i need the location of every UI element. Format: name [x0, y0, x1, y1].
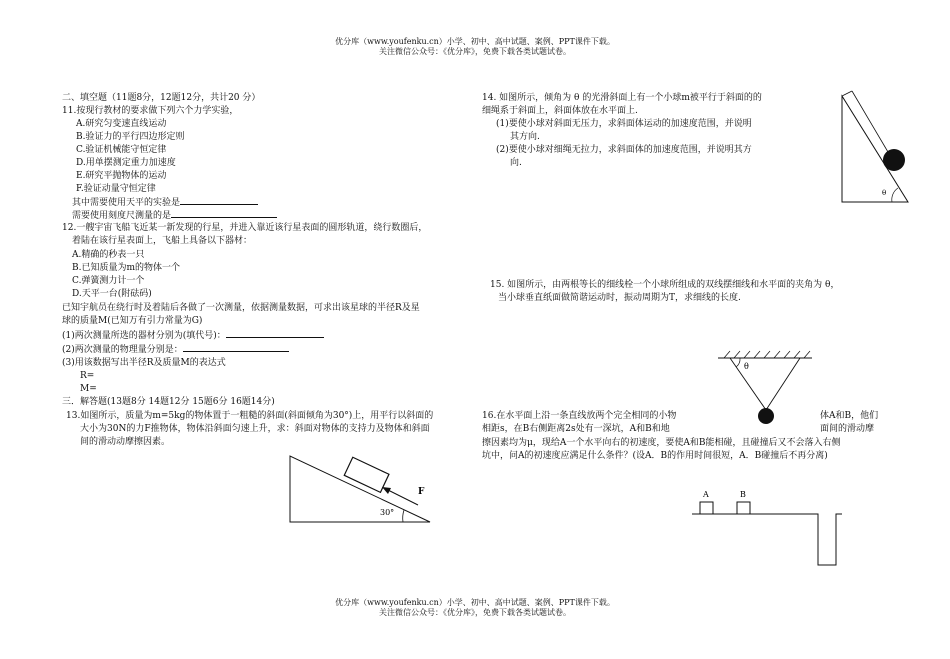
q12-m-label: M= [80, 384, 97, 394]
q14-sub-2a: (2)要使小球对细绳无拉力，求斜面体的加速度范围，并说明其方 [496, 145, 752, 155]
q14-sub-2b: 向. [510, 158, 522, 168]
q16-line-1b: 体A和B，他们 [820, 411, 879, 421]
q12-sub-1-label: (1)两次测量所选的器材分别为(填代号)： [62, 331, 226, 341]
q13-line-3: 间的滑动动摩擦因素。 [80, 437, 171, 447]
footer-line-1: 优分库（www.youfenku.cn）小学、初中、高中试题、案例、PPT课件下载。 [335, 598, 615, 607]
q16-line-3: 擦因素均为μ，现给A一个水平向右的初速度，要使A和B能相碰，且碰撞后又不会落入右侧 [482, 438, 841, 448]
q14-sub-1a: (1)要使小球对斜面无压力，求斜面体运动的加速度范围，并说明 [496, 119, 752, 129]
q11-option-c: C.验证机械能守恒定律 [76, 145, 167, 155]
q12-r-label: R= [80, 371, 95, 381]
section-3-title: 三．解答题(13题8分 14题12分 15题6分 16题14分) [62, 397, 275, 407]
q11-option-d: D.用单摆测定重力加速度 [76, 158, 176, 168]
q11-stem: 11.按现行教材的要求做下列六个力学实验， [62, 106, 239, 116]
q11-option-f: F.验证动量守恒定律 [76, 184, 156, 194]
q11-fill-1-label: 其中需要使用天平的实验是 [72, 198, 181, 208]
block-a-label: A [703, 490, 709, 499]
q12-option-c: C.弹簧测力计一个 [72, 276, 145, 286]
q12-option-d: D.天平一台(附砝码) [72, 289, 152, 299]
q16-line-4: 坑中，问A的初速度应满足什么条件？(设A．B的作用时间很短，A．B碰撞后不再分离) [482, 451, 828, 461]
header-line-2: 关注微信公众号：《优分库》，免费下载各类试题试卷。 [379, 47, 571, 56]
q12-desc-2: 球的质量M(已知万有引力常量为G) [62, 316, 203, 326]
section-2-title: 二、填空题（11题8分，12题12分，共计20 分） [62, 93, 261, 103]
block-a [700, 502, 713, 514]
q16-line-1a: 16.在水平面上沿一条直线放两个完全相同的小物 [482, 411, 677, 421]
force-label: F [418, 487, 425, 497]
q11-fill-2-label: 需要使用刻度尺测量的是 [72, 211, 172, 221]
q11-option-e: E.研究平抛物体的运动 [76, 171, 167, 181]
q14-line-2: 细绳系于斜面上，斜面体放在水平面上. [482, 106, 638, 116]
q12-stem-2: 着陆在该行星表面上，飞船上具备以下器材： [72, 236, 253, 246]
angle-label: θ [882, 189, 887, 197]
block-b-label: B [740, 490, 746, 499]
q12-desc-1: 已知宇航员在绕行时及着陆后各做了一次测量，依据测量数据，可求出该星球的半径R及星 [62, 303, 420, 313]
block-b [737, 502, 750, 514]
q13-line-2: 大小为30N的力F推物体，物体沿斜面匀速上升，求：斜面对物体的支持力及物体和斜面 [80, 424, 430, 434]
q14-sub-1b: 其方向. [510, 132, 540, 142]
q11-option-a: A.研究匀变速直线运动 [76, 119, 167, 129]
q13-line-1: 13.如图所示，质量为m=5kg的物体置于一粗糙的斜面(斜面倾角为30°)上，用平行以斜面的 [66, 411, 434, 421]
q14-line-1: 14. 如图所示，倾角为 θ 的光滑斜面上有一个小球m被平行于斜面的的 [482, 93, 762, 103]
q12-stem-1: 12.一艘宇宙飞船飞近某一新发现的行星，并进入靠近该行星表面的圆形轨道，绕行数圈后， [62, 223, 428, 233]
ground-and-pit [692, 514, 842, 565]
angle-label: 30° [380, 508, 395, 517]
q16-line-2a: 相距s，在B右侧距离2s处有一深坑，A和B和地 [482, 424, 670, 434]
q16-line-2b: 面间的滑动摩 [820, 424, 875, 434]
angle-label: θ [744, 362, 749, 371]
footer-line-2: 关注微信公众号：《优分库》，免费下载各类试题试卷。 [379, 608, 571, 617]
q12-sub-3: (3)用该数据写出半径R及质量M的表达式 [62, 358, 226, 368]
q15-line-2: 当小球垂直纸面做简谐运动时，振动周期为T，求细线的长度. [498, 293, 741, 303]
q15-line-1: 15. 如图所示，由两根等长的细线栓一个小球所组成的双线摆细线和水平面的夹角为 θ， [490, 280, 840, 290]
q12-sub-2-label: (2)两次测量的物理量分别是： [62, 345, 183, 355]
header-line-1: 优分库（www.youfenku.cn）小学、初中、高中试题、案例、PPT课件下载。 [335, 37, 615, 46]
q12-option-b: B.已知质量为m的物体一个 [72, 263, 181, 273]
q11-option-b: B.验证力的平行四边形定则 [76, 132, 185, 142]
q12-option-a: A.精确的秒表一只 [72, 250, 145, 260]
